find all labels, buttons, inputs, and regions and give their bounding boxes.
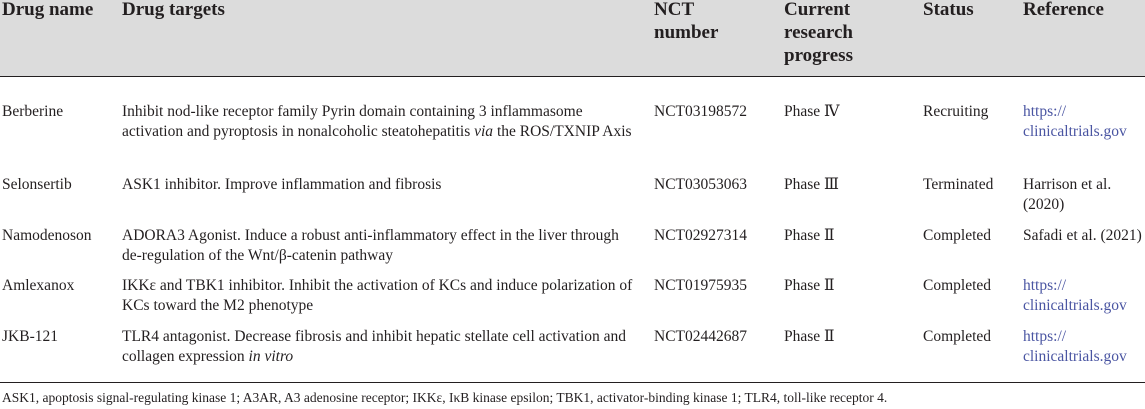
cell-drug-name: JKB-121 xyxy=(2,328,58,345)
cell-drug-targets xyxy=(122,226,642,266)
table-header xyxy=(0,0,1145,76)
table-bottom-rule xyxy=(0,382,1145,383)
reference-link[interactable]: https:// clinicaltrials.gov xyxy=(1023,328,1127,365)
cell-drug-name: Berberine xyxy=(2,103,64,120)
targets-text: IKKε and TBK1 inhibitor. Inhibit the activation of KCs and induce polarization of KCs toward the M2 phenotype xyxy=(122,277,633,314)
table-footnote: ASK1, apoptosis signal-regulating kinase 1; A3AR, A3 adenosine receptor; IKKε, IκB kinase epsilon; TBK1, activator-binding kinase 1; TLR4, toll-like receptor 4. xyxy=(2,390,888,405)
cell-status: Completed xyxy=(923,227,992,244)
targets-italic-text: in vitro xyxy=(248,348,294,365)
cell-nct-number: NCT01975935 xyxy=(654,277,747,294)
targets-text-after: the ROS/TXNIP Axis xyxy=(493,123,632,140)
cell-drug-name: Namodenoson xyxy=(2,227,92,244)
header-drug-name: Drug name xyxy=(2,0,94,20)
reference-link[interactable]: https:// clinicaltrials.gov xyxy=(1023,277,1127,314)
targets-text: TLR4 antagonist. Decrease fibrosis and inhibit hepatic stellate cell activation and collagen expression xyxy=(122,328,627,365)
cell-nct-number: NCT02442687 xyxy=(654,328,747,345)
cell-drug-name: Amlexanox xyxy=(2,277,75,294)
cell-drug-name: Selonsertib xyxy=(2,176,72,193)
cell-research-progress: Phase Ⅳ xyxy=(784,103,840,120)
cell-drug-targets xyxy=(122,102,642,142)
targets-text: ADORA3 Agonist. Induce a robust anti-inflammatory effect in the liver through de-regulation of the Wnt/β-catenin pathway xyxy=(122,227,619,264)
header-current-research-progress: Current research progress xyxy=(784,0,853,66)
cell-drug-targets xyxy=(122,327,642,367)
cell-drug-targets xyxy=(122,276,642,316)
cell-research-progress: Phase Ⅱ xyxy=(784,227,835,244)
targets-text: ASK1 inhibitor. Improve inflammation and fibrosis xyxy=(122,176,442,193)
cell-reference: Harrison et al. (2020) xyxy=(1023,176,1112,213)
cell-research-progress: Phase Ⅱ xyxy=(784,328,835,345)
header-rule xyxy=(0,76,1145,77)
cell-status: Completed xyxy=(923,277,992,294)
targets-text: Inhibit nod-like receptor family Pyrin domain containing 3 inflammasome activation and pyroptosis in nonalcoholic steatohepatitis xyxy=(122,103,583,140)
header-status: Status xyxy=(923,0,974,20)
header-nct-number: NCT number xyxy=(654,0,719,43)
cell-status: Terminated xyxy=(923,176,994,193)
targets-italic-text: via xyxy=(474,123,494,140)
cell-research-progress: Phase Ⅱ xyxy=(784,277,835,294)
cell-research-progress: Phase Ⅲ xyxy=(784,176,839,193)
cell-drug-targets xyxy=(122,175,642,195)
reference-link[interactable]: https:// clinicaltrials.gov xyxy=(1023,103,1127,140)
cell-status: Recruiting xyxy=(923,103,989,120)
cell-nct-number: NCT03053063 xyxy=(654,176,747,193)
header-drug-targets: Drug targets xyxy=(122,0,225,20)
cell-nct-number: NCT02927314 xyxy=(654,227,747,244)
header-reference: Reference xyxy=(1023,0,1104,20)
cell-status: Completed xyxy=(923,328,992,345)
cell-reference: Safadi et al. (2021) xyxy=(1023,227,1142,244)
cell-nct-number: NCT03198572 xyxy=(654,103,747,120)
